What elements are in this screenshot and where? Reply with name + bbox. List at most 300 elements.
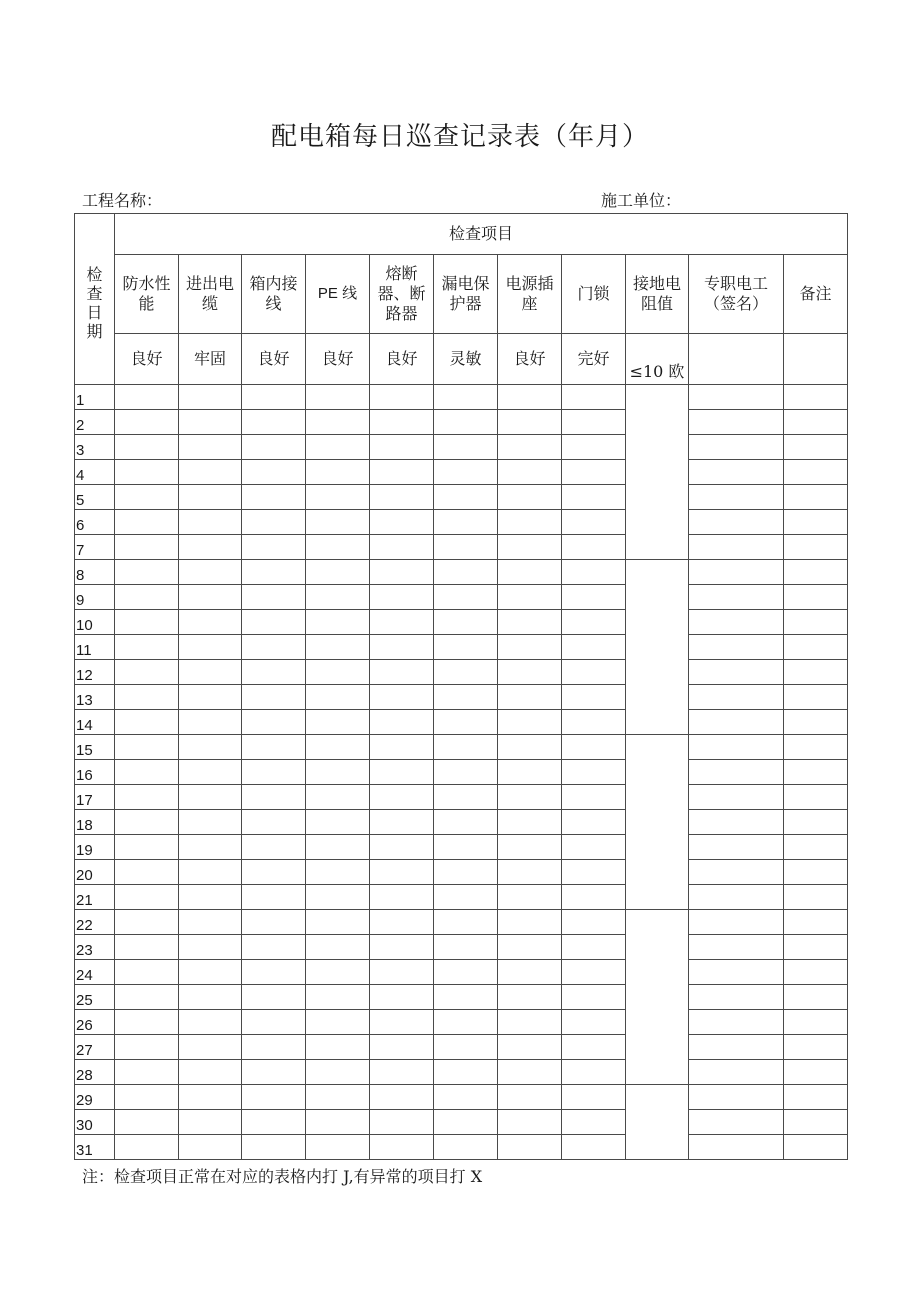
check-cell[interactable]: [784, 635, 848, 660]
check-cell[interactable]: [689, 760, 784, 785]
check-cell[interactable]: [434, 710, 498, 735]
check-cell[interactable]: [115, 885, 179, 910]
check-cell[interactable]: [242, 685, 306, 710]
check-cell[interactable]: [562, 460, 626, 485]
check-cell[interactable]: [306, 1085, 370, 1110]
check-cell[interactable]: [434, 1135, 498, 1160]
check-cell[interactable]: [242, 785, 306, 810]
check-cell[interactable]: [498, 660, 562, 685]
check-cell[interactable]: [306, 660, 370, 685]
check-cell[interactable]: [242, 635, 306, 660]
check-cell[interactable]: [179, 1135, 242, 1160]
check-cell[interactable]: [689, 635, 784, 660]
check-cell[interactable]: [370, 585, 434, 610]
check-cell[interactable]: [370, 485, 434, 510]
check-cell[interactable]: [434, 610, 498, 635]
check-cell[interactable]: [689, 585, 784, 610]
check-cell[interactable]: [689, 735, 784, 760]
check-cell[interactable]: [179, 535, 242, 560]
check-cell[interactable]: [179, 710, 242, 735]
check-cell[interactable]: [242, 885, 306, 910]
check-cell[interactable]: [498, 760, 562, 785]
check-cell[interactable]: [179, 960, 242, 985]
check-cell[interactable]: [498, 1010, 562, 1035]
check-cell[interactable]: [562, 1035, 626, 1060]
check-cell[interactable]: [562, 885, 626, 910]
check-cell[interactable]: [115, 1085, 179, 1110]
check-cell[interactable]: [498, 685, 562, 710]
check-cell[interactable]: [498, 410, 562, 435]
check-cell[interactable]: [242, 610, 306, 635]
check-cell[interactable]: [562, 860, 626, 885]
check-cell[interactable]: [306, 535, 370, 560]
check-cell[interactable]: [784, 985, 848, 1010]
check-cell[interactable]: [434, 560, 498, 585]
check-cell[interactable]: [784, 660, 848, 685]
check-cell[interactable]: [562, 485, 626, 510]
check-cell[interactable]: [434, 860, 498, 885]
check-cell[interactable]: [562, 960, 626, 985]
check-cell[interactable]: [242, 1060, 306, 1085]
check-cell[interactable]: [689, 1085, 784, 1110]
check-cell[interactable]: [562, 535, 626, 560]
check-cell[interactable]: [689, 410, 784, 435]
check-cell[interactable]: [242, 460, 306, 485]
check-cell[interactable]: [498, 635, 562, 660]
check-cell[interactable]: [689, 1110, 784, 1135]
check-cell[interactable]: [179, 660, 242, 685]
check-cell[interactable]: [434, 810, 498, 835]
check-cell[interactable]: [115, 860, 179, 885]
check-cell[interactable]: [115, 1110, 179, 1135]
check-cell[interactable]: [498, 785, 562, 810]
check-cell[interactable]: [115, 435, 179, 460]
check-cell[interactable]: [115, 610, 179, 635]
check-cell[interactable]: [370, 1010, 434, 1035]
check-cell[interactable]: [115, 560, 179, 585]
check-cell[interactable]: [562, 435, 626, 460]
check-cell[interactable]: [784, 760, 848, 785]
check-cell[interactable]: [562, 1135, 626, 1160]
check-cell[interactable]: [306, 1110, 370, 1135]
check-cell[interactable]: [242, 535, 306, 560]
check-cell[interactable]: [498, 585, 562, 610]
check-cell[interactable]: [179, 485, 242, 510]
check-cell[interactable]: [434, 1035, 498, 1060]
check-cell[interactable]: [115, 1035, 179, 1060]
check-cell[interactable]: [306, 835, 370, 860]
check-cell[interactable]: [689, 960, 784, 985]
check-cell[interactable]: [434, 910, 498, 935]
check-cell[interactable]: [562, 385, 626, 410]
check-cell[interactable]: [306, 935, 370, 960]
check-cell[interactable]: [498, 560, 562, 585]
check-cell[interactable]: [242, 760, 306, 785]
check-cell[interactable]: [689, 485, 784, 510]
check-cell[interactable]: [242, 1135, 306, 1160]
check-cell[interactable]: [370, 710, 434, 735]
resistance-week-cell[interactable]: [626, 1085, 689, 1160]
check-cell[interactable]: [370, 985, 434, 1010]
check-cell[interactable]: [434, 460, 498, 485]
check-cell[interactable]: [306, 435, 370, 460]
check-cell[interactable]: [370, 385, 434, 410]
check-cell[interactable]: [370, 410, 434, 435]
check-cell[interactable]: [242, 860, 306, 885]
check-cell[interactable]: [179, 935, 242, 960]
check-cell[interactable]: [370, 1035, 434, 1060]
check-cell[interactable]: [689, 510, 784, 535]
check-cell[interactable]: [784, 435, 848, 460]
check-cell[interactable]: [306, 985, 370, 1010]
check-cell[interactable]: [562, 810, 626, 835]
check-cell[interactable]: [370, 1060, 434, 1085]
check-cell[interactable]: [689, 460, 784, 485]
check-cell[interactable]: [498, 510, 562, 535]
check-cell[interactable]: [306, 735, 370, 760]
check-cell[interactable]: [370, 910, 434, 935]
check-cell[interactable]: [689, 710, 784, 735]
resistance-week-cell[interactable]: [626, 735, 689, 910]
check-cell[interactable]: [115, 460, 179, 485]
check-cell[interactable]: [370, 460, 434, 485]
check-cell[interactable]: [370, 1085, 434, 1110]
check-cell[interactable]: [498, 810, 562, 835]
check-cell[interactable]: [498, 1135, 562, 1160]
check-cell[interactable]: [179, 410, 242, 435]
check-cell[interactable]: [306, 635, 370, 660]
check-cell[interactable]: [306, 785, 370, 810]
check-cell[interactable]: [179, 1060, 242, 1085]
check-cell[interactable]: [498, 860, 562, 885]
check-cell[interactable]: [434, 1110, 498, 1135]
check-cell[interactable]: [689, 535, 784, 560]
check-cell[interactable]: [784, 735, 848, 760]
check-cell[interactable]: [115, 410, 179, 435]
check-cell[interactable]: [242, 710, 306, 735]
check-cell[interactable]: [115, 910, 179, 935]
check-cell[interactable]: [498, 985, 562, 1010]
check-cell[interactable]: [115, 685, 179, 710]
check-cell[interactable]: [306, 910, 370, 935]
check-cell[interactable]: [306, 710, 370, 735]
check-cell[interactable]: [562, 710, 626, 735]
check-cell[interactable]: [370, 510, 434, 535]
check-cell[interactable]: [562, 935, 626, 960]
check-cell[interactable]: [306, 960, 370, 985]
check-cell[interactable]: [562, 660, 626, 685]
check-cell[interactable]: [370, 760, 434, 785]
check-cell[interactable]: [498, 610, 562, 635]
check-cell[interactable]: [562, 610, 626, 635]
check-cell[interactable]: [498, 960, 562, 985]
check-cell[interactable]: [434, 1010, 498, 1035]
check-cell[interactable]: [179, 1035, 242, 1060]
check-cell[interactable]: [434, 410, 498, 435]
check-cell[interactable]: [242, 835, 306, 860]
check-cell[interactable]: [306, 485, 370, 510]
check-cell[interactable]: [115, 535, 179, 560]
check-cell[interactable]: [689, 785, 784, 810]
check-cell[interactable]: [562, 910, 626, 935]
check-cell[interactable]: [306, 610, 370, 635]
check-cell[interactable]: [562, 1085, 626, 1110]
check-cell[interactable]: [179, 685, 242, 710]
check-cell[interactable]: [115, 960, 179, 985]
check-cell[interactable]: [179, 435, 242, 460]
check-cell[interactable]: [784, 810, 848, 835]
check-cell[interactable]: [434, 785, 498, 810]
check-cell[interactable]: [498, 485, 562, 510]
check-cell[interactable]: [179, 735, 242, 760]
check-cell[interactable]: [562, 1060, 626, 1085]
check-cell[interactable]: [689, 1135, 784, 1160]
check-cell[interactable]: [370, 735, 434, 760]
check-cell[interactable]: [689, 560, 784, 585]
check-cell[interactable]: [434, 585, 498, 610]
check-cell[interactable]: [784, 910, 848, 935]
check-cell[interactable]: [115, 935, 179, 960]
check-cell[interactable]: [498, 1110, 562, 1135]
check-cell[interactable]: [370, 860, 434, 885]
check-cell[interactable]: [784, 960, 848, 985]
check-cell[interactable]: [179, 785, 242, 810]
check-cell[interactable]: [242, 560, 306, 585]
check-cell[interactable]: [434, 485, 498, 510]
check-cell[interactable]: [115, 810, 179, 835]
check-cell[interactable]: [179, 560, 242, 585]
check-cell[interactable]: [306, 685, 370, 710]
check-cell[interactable]: [242, 935, 306, 960]
check-cell[interactable]: [179, 910, 242, 935]
check-cell[interactable]: [784, 1085, 848, 1110]
check-cell[interactable]: [434, 985, 498, 1010]
check-cell[interactable]: [242, 1110, 306, 1135]
check-cell[interactable]: [179, 810, 242, 835]
check-cell[interactable]: [784, 1010, 848, 1035]
check-cell[interactable]: [306, 585, 370, 610]
check-cell[interactable]: [689, 835, 784, 860]
check-cell[interactable]: [115, 1060, 179, 1085]
check-cell[interactable]: [689, 1035, 784, 1060]
check-cell[interactable]: [784, 560, 848, 585]
check-cell[interactable]: [498, 935, 562, 960]
check-cell[interactable]: [242, 985, 306, 1010]
check-cell[interactable]: [498, 535, 562, 560]
check-cell[interactable]: [434, 535, 498, 560]
check-cell[interactable]: [784, 785, 848, 810]
check-cell[interactable]: [115, 1135, 179, 1160]
check-cell[interactable]: [498, 885, 562, 910]
check-cell[interactable]: [498, 435, 562, 460]
check-cell[interactable]: [498, 1085, 562, 1110]
check-cell[interactable]: [115, 635, 179, 660]
check-cell[interactable]: [562, 760, 626, 785]
check-cell[interactable]: [179, 510, 242, 535]
check-cell[interactable]: [562, 835, 626, 860]
check-cell[interactable]: [784, 685, 848, 710]
check-cell[interactable]: [784, 710, 848, 735]
check-cell[interactable]: [306, 810, 370, 835]
check-cell[interactable]: [370, 935, 434, 960]
check-cell[interactable]: [242, 1035, 306, 1060]
check-cell[interactable]: [306, 385, 370, 410]
check-cell[interactable]: [115, 785, 179, 810]
check-cell[interactable]: [115, 660, 179, 685]
check-cell[interactable]: [434, 1085, 498, 1110]
check-cell[interactable]: [498, 735, 562, 760]
check-cell[interactable]: [242, 810, 306, 835]
check-cell[interactable]: [242, 585, 306, 610]
check-cell[interactable]: [562, 410, 626, 435]
check-cell[interactable]: [115, 760, 179, 785]
check-cell[interactable]: [179, 985, 242, 1010]
check-cell[interactable]: [498, 835, 562, 860]
check-cell[interactable]: [370, 560, 434, 585]
resistance-week-cell[interactable]: [626, 560, 689, 735]
check-cell[interactable]: [689, 385, 784, 410]
resistance-week-cell[interactable]: [626, 910, 689, 1085]
check-cell[interactable]: [306, 1035, 370, 1060]
check-cell[interactable]: [784, 410, 848, 435]
check-cell[interactable]: [784, 885, 848, 910]
check-cell[interactable]: [242, 960, 306, 985]
check-cell[interactable]: [434, 510, 498, 535]
check-cell[interactable]: [306, 760, 370, 785]
check-cell[interactable]: [434, 735, 498, 760]
check-cell[interactable]: [242, 1085, 306, 1110]
check-cell[interactable]: [784, 385, 848, 410]
check-cell[interactable]: [370, 685, 434, 710]
check-cell[interactable]: [434, 435, 498, 460]
check-cell[interactable]: [370, 610, 434, 635]
check-cell[interactable]: [689, 985, 784, 1010]
check-cell[interactable]: [562, 560, 626, 585]
check-cell[interactable]: [242, 910, 306, 935]
check-cell[interactable]: [562, 785, 626, 810]
check-cell[interactable]: [784, 510, 848, 535]
check-cell[interactable]: [179, 610, 242, 635]
check-cell[interactable]: [498, 710, 562, 735]
check-cell[interactable]: [179, 385, 242, 410]
check-cell[interactable]: [498, 1035, 562, 1060]
check-cell[interactable]: [115, 985, 179, 1010]
check-cell[interactable]: [179, 835, 242, 860]
check-cell[interactable]: [434, 685, 498, 710]
check-cell[interactable]: [498, 1060, 562, 1085]
check-cell[interactable]: [498, 385, 562, 410]
check-cell[interactable]: [370, 660, 434, 685]
check-cell[interactable]: [179, 885, 242, 910]
check-cell[interactable]: [784, 610, 848, 635]
check-cell[interactable]: [242, 660, 306, 685]
check-cell[interactable]: [562, 985, 626, 1010]
check-cell[interactable]: [784, 535, 848, 560]
check-cell[interactable]: [370, 785, 434, 810]
check-cell[interactable]: [562, 1110, 626, 1135]
check-cell[interactable]: [179, 1085, 242, 1110]
check-cell[interactable]: [306, 1135, 370, 1160]
check-cell[interactable]: [115, 710, 179, 735]
check-cell[interactable]: [179, 460, 242, 485]
check-cell[interactable]: [562, 735, 626, 760]
check-cell[interactable]: [306, 1060, 370, 1085]
check-cell[interactable]: [434, 760, 498, 785]
check-cell[interactable]: [562, 685, 626, 710]
check-cell[interactable]: [115, 585, 179, 610]
check-cell[interactable]: [242, 485, 306, 510]
check-cell[interactable]: [562, 1010, 626, 1035]
check-cell[interactable]: [498, 910, 562, 935]
check-cell[interactable]: [689, 860, 784, 885]
check-cell[interactable]: [370, 835, 434, 860]
check-cell[interactable]: [370, 435, 434, 460]
check-cell[interactable]: [242, 510, 306, 535]
check-cell[interactable]: [434, 935, 498, 960]
check-cell[interactable]: [689, 685, 784, 710]
check-cell[interactable]: [115, 385, 179, 410]
check-cell[interactable]: [179, 585, 242, 610]
check-cell[interactable]: [498, 460, 562, 485]
check-cell[interactable]: [784, 485, 848, 510]
check-cell[interactable]: [370, 885, 434, 910]
check-cell[interactable]: [115, 735, 179, 760]
check-cell[interactable]: [562, 635, 626, 660]
check-cell[interactable]: [784, 1110, 848, 1135]
check-cell[interactable]: [179, 1110, 242, 1135]
check-cell[interactable]: [562, 585, 626, 610]
check-cell[interactable]: [370, 535, 434, 560]
check-cell[interactable]: [434, 1060, 498, 1085]
check-cell[interactable]: [689, 935, 784, 960]
check-cell[interactable]: [689, 910, 784, 935]
check-cell[interactable]: [242, 385, 306, 410]
check-cell[interactable]: [689, 810, 784, 835]
check-cell[interactable]: [306, 860, 370, 885]
check-cell[interactable]: [784, 1035, 848, 1060]
check-cell[interactable]: [306, 885, 370, 910]
check-cell[interactable]: [115, 485, 179, 510]
check-cell[interactable]: [242, 435, 306, 460]
check-cell[interactable]: [179, 635, 242, 660]
check-cell[interactable]: [179, 860, 242, 885]
check-cell[interactable]: [689, 885, 784, 910]
check-cell[interactable]: [562, 510, 626, 535]
check-cell[interactable]: [784, 860, 848, 885]
check-cell[interactable]: [434, 660, 498, 685]
check-cell[interactable]: [179, 760, 242, 785]
check-cell[interactable]: [242, 735, 306, 760]
check-cell[interactable]: [784, 460, 848, 485]
check-cell[interactable]: [370, 1110, 434, 1135]
check-cell[interactable]: [306, 460, 370, 485]
check-cell[interactable]: [306, 410, 370, 435]
check-cell[interactable]: [784, 1060, 848, 1085]
check-cell[interactable]: [689, 1010, 784, 1035]
check-cell[interactable]: [784, 835, 848, 860]
check-cell[interactable]: [689, 1060, 784, 1085]
check-cell[interactable]: [179, 1010, 242, 1035]
check-cell[interactable]: [434, 385, 498, 410]
check-cell[interactable]: [115, 510, 179, 535]
check-cell[interactable]: [370, 960, 434, 985]
check-cell[interactable]: [242, 1010, 306, 1035]
check-cell[interactable]: [115, 1010, 179, 1035]
check-cell[interactable]: [434, 835, 498, 860]
check-cell[interactable]: [689, 435, 784, 460]
check-cell[interactable]: [242, 410, 306, 435]
check-cell[interactable]: [784, 935, 848, 960]
